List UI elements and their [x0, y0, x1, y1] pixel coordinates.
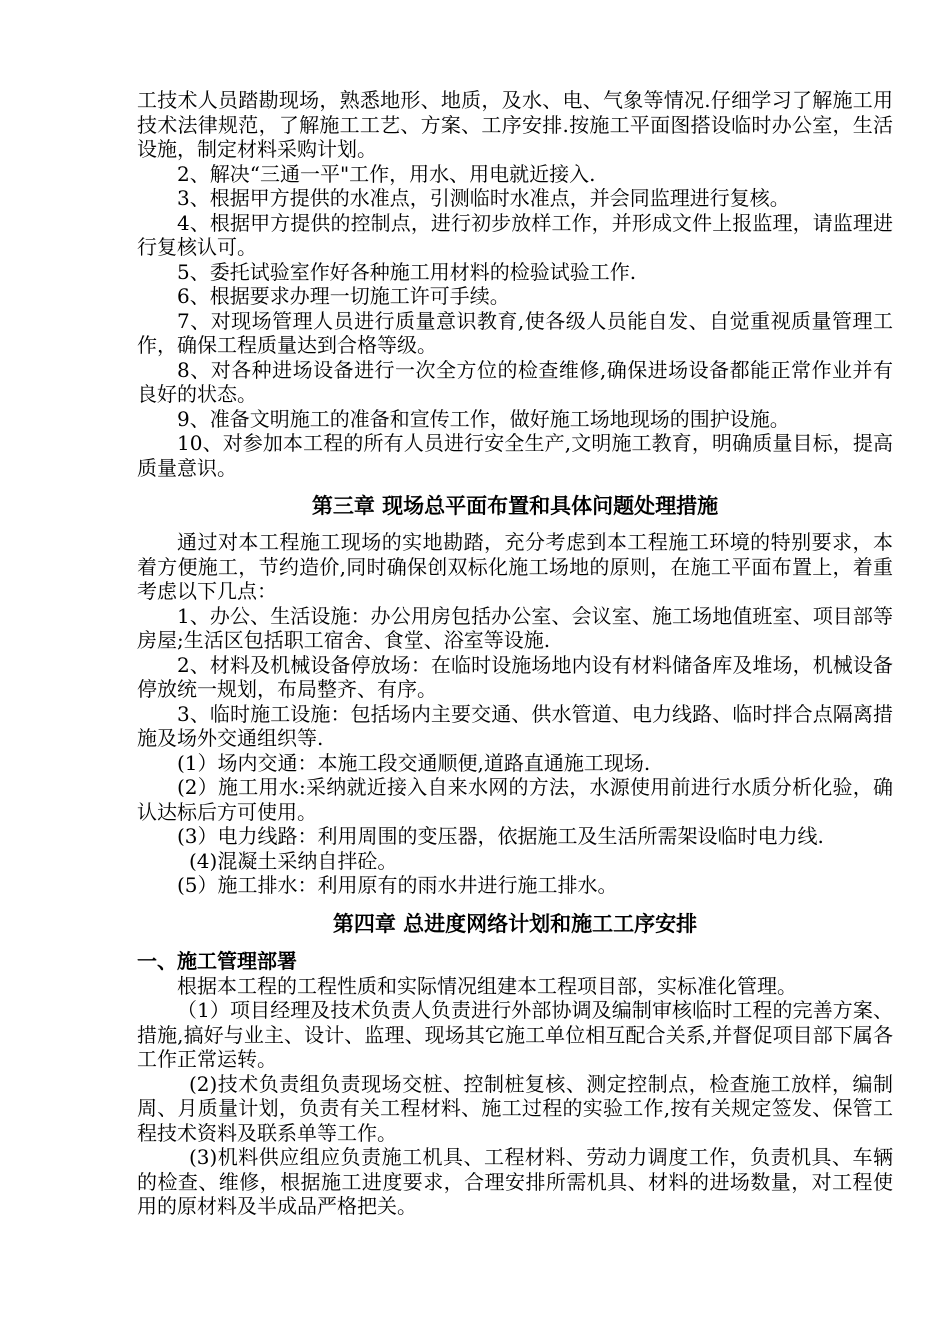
chapter-3-item: 2、材料及机械设备停放场：在临时设施场地内设有材料储备库及堆场，机械设备停放统一规划，布局整齐、有序。: [137, 652, 893, 701]
prep-item: 3、根据甲方提供的水准点，引测临时水准点，并会同监理进行复核。: [177, 186, 790, 210]
prep-item: 4、根据甲方提供的控制点，进行初步放样工作，并形成文件上报监理，请监理进行复核认可。: [137, 210, 893, 259]
chapter-3-item: (4)混凝土采纳自拌砼。: [189, 848, 398, 873]
section-1-item: (3)机料供应组应负责施工机具、工程材料、劳动力调度工作，负责机具、车辆的检查、维修，根据施工进度要求，合理安排所需机具、材料的进场数量，对工程使用的原材料及半成品严格把关。: [137, 1145, 893, 1218]
chapter-3-item: (3）电力线路：利用周围的变压器，依据施工及生活所需架设临时电力线.: [177, 824, 824, 848]
prep-item: 5、委托试验室作好各种施工用材料的检验试验工作.: [177, 259, 637, 284]
section-1-item: (2)技术负责组负责现场交桩、控制桩复核、测定控制点，检查施工放样，编制周、月质量计划，负责有关工程材料、施工过程的实验工作,按有关规定签发、保管工程技术资料及联系单等工作。: [137, 1071, 893, 1145]
prep-item: 10、对参加本工程的所有人员进行安全生产,文明施工教育，明确质量目标，提高质量意识。: [137, 431, 893, 480]
chapter-3-item: (1）场内交通：本施工段交通顺便,道路直通施工现场.: [177, 750, 651, 775]
prep-item: 2、解决“三通一平"工作，用水、用电就近接入.: [177, 161, 596, 186]
chapter-3-item: 1、办公、生活设施：办公用房包括办公室、会议室、施工场地值班室、项目部等房屋;生活区包括职工宿舍、食堂、浴室等设施.: [137, 603, 893, 652]
section-1-item: （1）项目经理及技术负责人负责进行外部协调及编制审核临时工程的完善方案、措施,搞好与业主、设计、监理、现场其它施工单位相互配合关系,并督促项目部下属各工作正常运转。: [137, 998, 893, 1071]
chapter-3-title: 第三章 现场总平面布置和具体问题处理措施: [311, 493, 719, 518]
chapter-3-item: 3、临时施工设施：包括场内主要交通、供水管道、电力线路、临时拌合点隔离措施及场外交通组织等.: [137, 701, 893, 750]
chapter-4-title: 第四章 总进度网络计划和施工工序安排: [332, 910, 698, 936]
intro-paragraph: 工技术人员踏勘现场，熟悉地形、地质，及水、电、气象等情况.仔细学习了解施工用技术法律规范，了解施工工艺、方案、工序安排.按施工平面图搭设临时办公室，生活设施，制定材料采购计划。: [137, 88, 893, 161]
chapter-3-item: (2）施工用水:采纳就近接入自来水网的方法，水源使用前进行水质分析化验，确认达标后方可使用。: [137, 775, 893, 824]
chapter-3-item: (5）施工排水：利用原有的雨水井进行施工排水。: [177, 873, 618, 897]
prep-item: 8、对各种进场设备进行一次全方位的检查维修,确保进场设备都能正常作业并有良好的状态。: [137, 357, 893, 406]
section-1-intro: 根据本工程的工程性质和实际情况组建本工程项目部，实标准化管理。: [177, 973, 797, 998]
chapter-3-intro: 通过对本工程施工现场的实地勘踏，充分考虑到本工程施工环境的特别要求，本着方便施工，节约造价,同时确保创双标化施工场地的原则，在施工平面布置上，着重考虑以下几点：: [137, 530, 893, 603]
section-1-title: 一、施工管理部署: [137, 948, 297, 973]
prep-item: 9、准备文明施工的准备和宣传工作，做好施工场地现场的围护设施。: [177, 406, 790, 431]
prep-item: 7、对现场管理人员进行质量意识教育,使各级人员能自发、自觉重视质量管理工作，确保工程质量达到合格等级。: [137, 308, 893, 357]
prep-item: 6、根据要求办理一切施工许可手续。: [177, 284, 510, 308]
document-page: [137, 88, 893, 1219]
